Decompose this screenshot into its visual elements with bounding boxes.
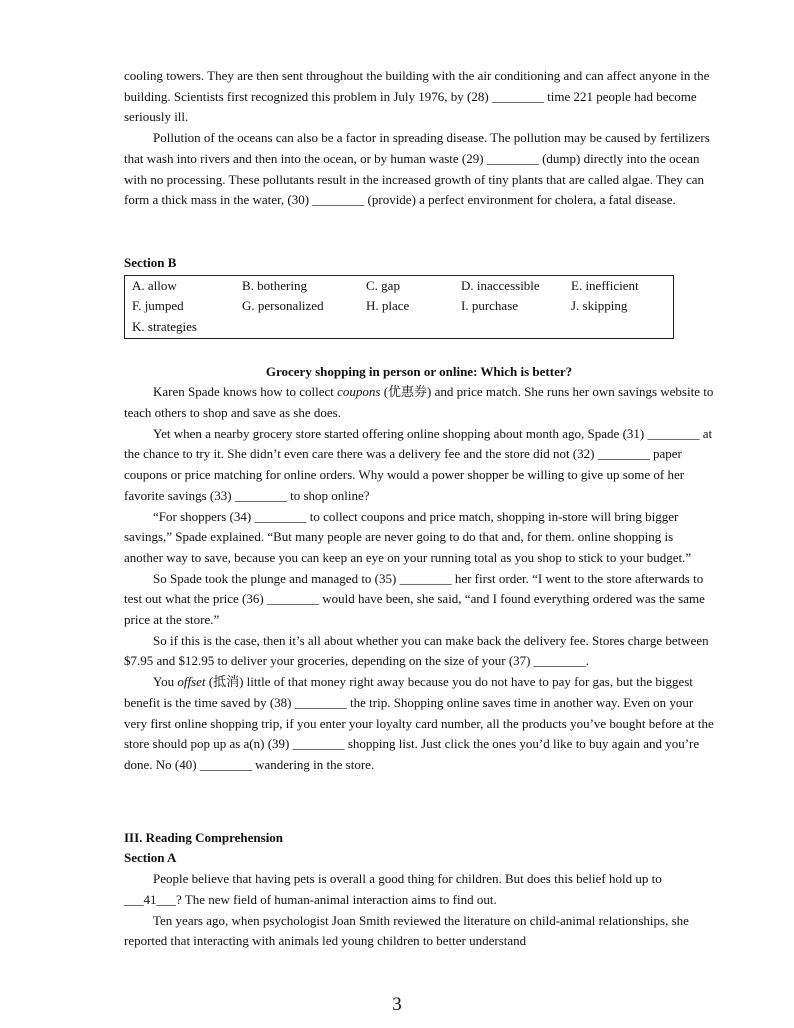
word-option: B. bothering xyxy=(242,277,307,293)
word-option: J. skipping xyxy=(571,297,628,313)
page-number: 3 xyxy=(392,994,402,1015)
word-option: E. inefficient xyxy=(571,277,639,293)
word-bank xyxy=(124,275,674,339)
paragraph: Yet when a nearby grocery store started offering online shopping about month ago, Spade (31) ________ at the chance to try it. She didn’t even care there was a delivery fee and the store did not (32) ________ paper coupons or price matching for online orders. Why would a power shopper be willing to give up some of her favorite savings (33) ________ to shop online? xyxy=(124,425,713,503)
paragraph: Ten years ago, when psychologist Joan Smith reviewed the literature on child-animal relationships, she reported that interacting with animals led young children to better understand xyxy=(124,912,689,949)
paragraph: Karen Spade knows how to collect coupons (优惠券) and price match. She runs her own savings website to teach others to shop and save as she does. xyxy=(124,384,714,421)
word-option: I. purchase xyxy=(461,297,519,313)
paragraph: You offset (抵消) little of that money right away because you do not have to pay for gas, but the biggest benefit is the time saved by (38) ________ the trip. Shopping online saves time in another way. Even on your very first online shopping trip, if you enter your loyalty card number, all the products you’ve bought before at the store should pop up as a(n) (39) ________ shopping list. Just click the ones you’d like to buy again and you’re done. No (40) ________ wandering in the store. xyxy=(124,674,714,772)
paragraph: So Spade took the plunge and managed to (35) ________ her first order. “I went to the store afterwards to test out what the price (36) ________ would have been, she said, “and I found everything ordered was the same price at the store.” xyxy=(124,570,705,628)
word-option: C. gap xyxy=(366,277,400,293)
word-option: H. place xyxy=(366,297,410,313)
word-option: A. allow xyxy=(132,277,177,293)
word-option: F. jumped xyxy=(132,297,184,313)
section-heading: III. Reading Comprehension xyxy=(124,829,284,845)
section-b-heading: Section B xyxy=(124,254,177,270)
word-option: G. personalized xyxy=(242,297,324,313)
word-option: D. inaccessible xyxy=(461,277,540,293)
passage-title: Grocery shopping in person or online: Which is better? xyxy=(265,363,573,379)
subsection-heading: Section A xyxy=(124,850,177,866)
paragraph: People believe that having pets is overall a good thing for children. But does this belief hold up to ___41___? The new field of human-animal interaction aims to find out. xyxy=(124,871,662,907)
paragraph: So if this is the case, then it’s all about whether you can make back the delivery fee. Stores charge between $7.95 and $12.95 to deliver your groceries, depending on the size of your (37) ________. xyxy=(124,632,709,669)
paragraph: “For shoppers (34) ________ to collect coupons and price match, shopping in-store will bring bigger savings,” Spade explained. “But many people are never going to do that and, for them. online shopping is another way to save, because you can keep an eye on your running total as you shop to stick to your budget.” xyxy=(124,508,692,565)
word-option: K. strategies xyxy=(132,318,197,334)
page-content xyxy=(124,66,714,952)
paragraph: Pollution of the oceans can also be a factor in spreading disease. The pollution may be caused by fertilizers that wash into rivers and then into the ocean, or by human waste (29) ________ (dump) directly into the ocean with no processing. These pollutants result in the increased growth of tiny plants that are called algae. They can form a thick mass in the water, (30) ________ (provide) a perfect environment for cholera, a fatal disease. xyxy=(124,130,710,208)
paragraph: cooling towers. They are then sent throughout the building with the air conditioning and can affect anyone in the building. Scientists first recognized this problem in July 1976, by (28) ________ time 221 people had become seriously ill. xyxy=(124,68,710,125)
